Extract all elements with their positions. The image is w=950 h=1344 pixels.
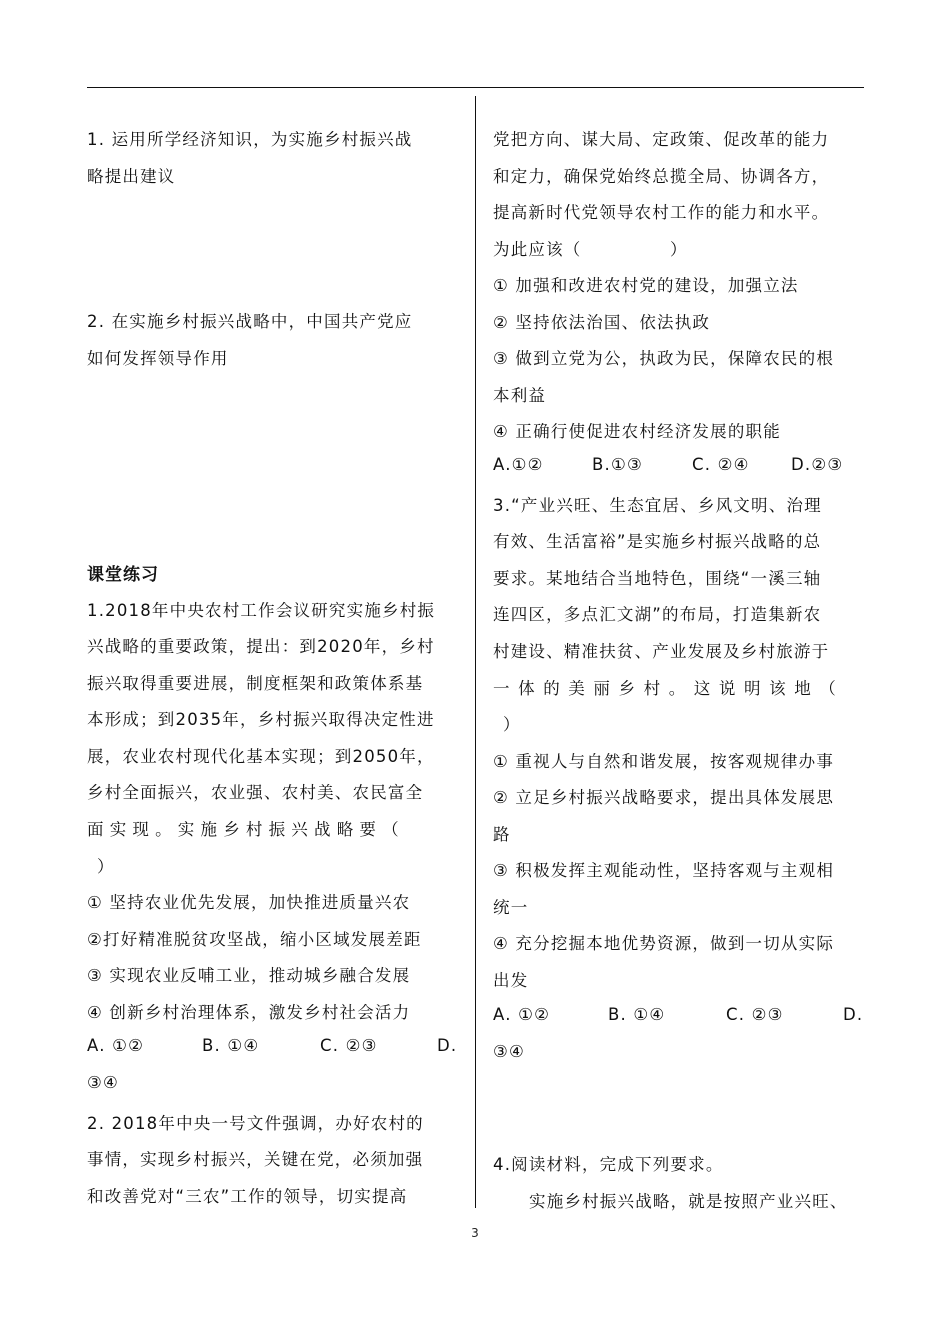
practice-1-line: 展，农业农村现代化基本实现；到2050年，	[87, 747, 435, 766]
practice-3-line: 有效、生活富裕”是实施乡村振兴战略的总	[493, 532, 822, 551]
page-number: 3	[471, 1226, 479, 1240]
practice-2-option-b: B.①③	[592, 455, 643, 474]
practice-3-line: ④ 充分挖掘本地优势资源，做到一切从实际	[493, 934, 835, 953]
practice-2-cont-line: ② 坚持依法治国、依法执政	[493, 313, 711, 332]
practice-2-cont-line: 本利益	[493, 386, 547, 405]
practice-3-option-c: C. ②③	[726, 1005, 784, 1024]
section-title: 课堂练习	[87, 565, 159, 585]
practice-2-line: 事情，实现乡村振兴，关键在党，必须加强	[87, 1150, 424, 1169]
practice-3-line: ① 重视人与自然和谐发展，按客观规律办事	[493, 752, 835, 771]
practice-1-line: 面实现。实施乡村振兴战略要（	[87, 820, 405, 839]
practice-2-cont-line: ④ 正确行使促进农村经济发展的职能	[493, 422, 781, 441]
practice-1-line: 振兴取得重要进展，制度框架和政策体系基	[87, 674, 424, 693]
practice-3-line: 连四区，多点汇文湖”的布局，打造集新农	[493, 605, 822, 624]
practice-2-cont-line: 提高新时代党领导农村工作的能力和水平。	[493, 203, 830, 222]
question-2-line-2: 如何发挥领导作用	[87, 349, 229, 368]
practice-1-option-c: C. ②③	[320, 1036, 378, 1055]
practice-3-option-a: A. ①②	[493, 1005, 551, 1024]
practice-3-line: 村建设、精准扶贫、产业发展及乡村旅游于	[493, 642, 830, 661]
practice-2-option-d: D.②③	[791, 455, 844, 474]
practice-2-cont-line: ③ 做到立党为公，执政为民，保障农民的根	[493, 349, 835, 368]
practice-2-cont-line: 和定力，确保党始终总揽全局、协调各方，	[493, 167, 830, 186]
question-1-line-2: 略提出建议	[87, 167, 176, 186]
practice-3-option-d-value: ③④	[493, 1042, 525, 1061]
practice-1-line: ）	[97, 857, 115, 876]
practice-1-option-b: B. ①④	[202, 1036, 260, 1055]
practice-2-line: 2. 2018年中央一号文件强调，办好农村的	[87, 1114, 424, 1133]
practice-3-line: 3.“产业兴旺、生态宜居、乡风文明、治理	[493, 496, 822, 515]
practice-2-cont-line: 为此应该（ ）	[493, 240, 688, 259]
practice-4-line: 4.阅读材料，完成下列要求。	[493, 1155, 724, 1174]
practice-1-line: ③ 实现农业反哺工业，推动城乡融合发展	[87, 966, 411, 985]
practice-3-line: 出发	[493, 971, 529, 990]
practice-2-line: 和改善党对“三农”工作的领导，切实提高	[87, 1187, 408, 1206]
practice-3-line: 统一	[493, 898, 529, 917]
practice-3-option-b: B. ①④	[608, 1005, 666, 1024]
practice-2-cont-line: ① 加强和改进农村党的建设，加强立法	[493, 276, 799, 295]
practice-1-line: ① 坚持农业优先发展，加快推进质量兴农	[87, 893, 411, 912]
practice-3-line: 要求。某地结合当地特色，围绕“一溪三轴	[493, 569, 822, 588]
column-divider	[475, 96, 476, 1208]
practice-1-line: 本形成；到2035年，乡村振兴取得决定性进	[87, 710, 435, 729]
practice-2-option-a: A.①②	[493, 455, 544, 474]
practice-3-line: 路	[493, 825, 511, 844]
practice-1-option-d: D.	[437, 1036, 458, 1055]
practice-3-line: ② 立足乡村振兴战略要求，提出具体发展思	[493, 788, 835, 807]
practice-1-line: ④ 创新乡村治理体系，激发乡村社会活力	[87, 1003, 411, 1022]
question-2-line-1: 2. 在实施乡村振兴战略中，中国共产党应	[87, 312, 413, 331]
practice-2-option-c: C. ②④	[692, 455, 750, 474]
practice-4-line: 实施乡村振兴战略，就是按照产业兴旺、	[529, 1192, 848, 1211]
practice-1-line: 1.2018年中央农村工作会议研究实施乡村振	[87, 601, 436, 620]
practice-1-line: 兴战略的重要政策，提出：到2020年，乡村	[87, 637, 435, 656]
question-1-line-1: 1. 运用所学经济知识，为实施乡村振兴战	[87, 130, 413, 149]
practice-2-cont-line: 党把方向、谋大局、定政策、促改革的能力	[493, 130, 830, 149]
practice-3-option-d: D.	[843, 1005, 864, 1024]
practice-1-option-d-value: ③④	[87, 1073, 119, 1092]
practice-1-option-a: A. ①②	[87, 1036, 145, 1055]
practice-1-line: ②打好精准脱贫攻坚战，缩小区域发展差距	[87, 930, 422, 949]
practice-3-line: ）	[503, 715, 521, 734]
practice-3-line: 一体的美丽乡村。这说明该地（	[493, 679, 845, 698]
practice-3-line: ③ 积极发挥主观能动性，坚持客观与主观相	[493, 861, 835, 880]
header-rule	[87, 87, 864, 88]
practice-1-line: 乡村全面振兴，农业强、农村美、农民富全	[87, 783, 424, 802]
